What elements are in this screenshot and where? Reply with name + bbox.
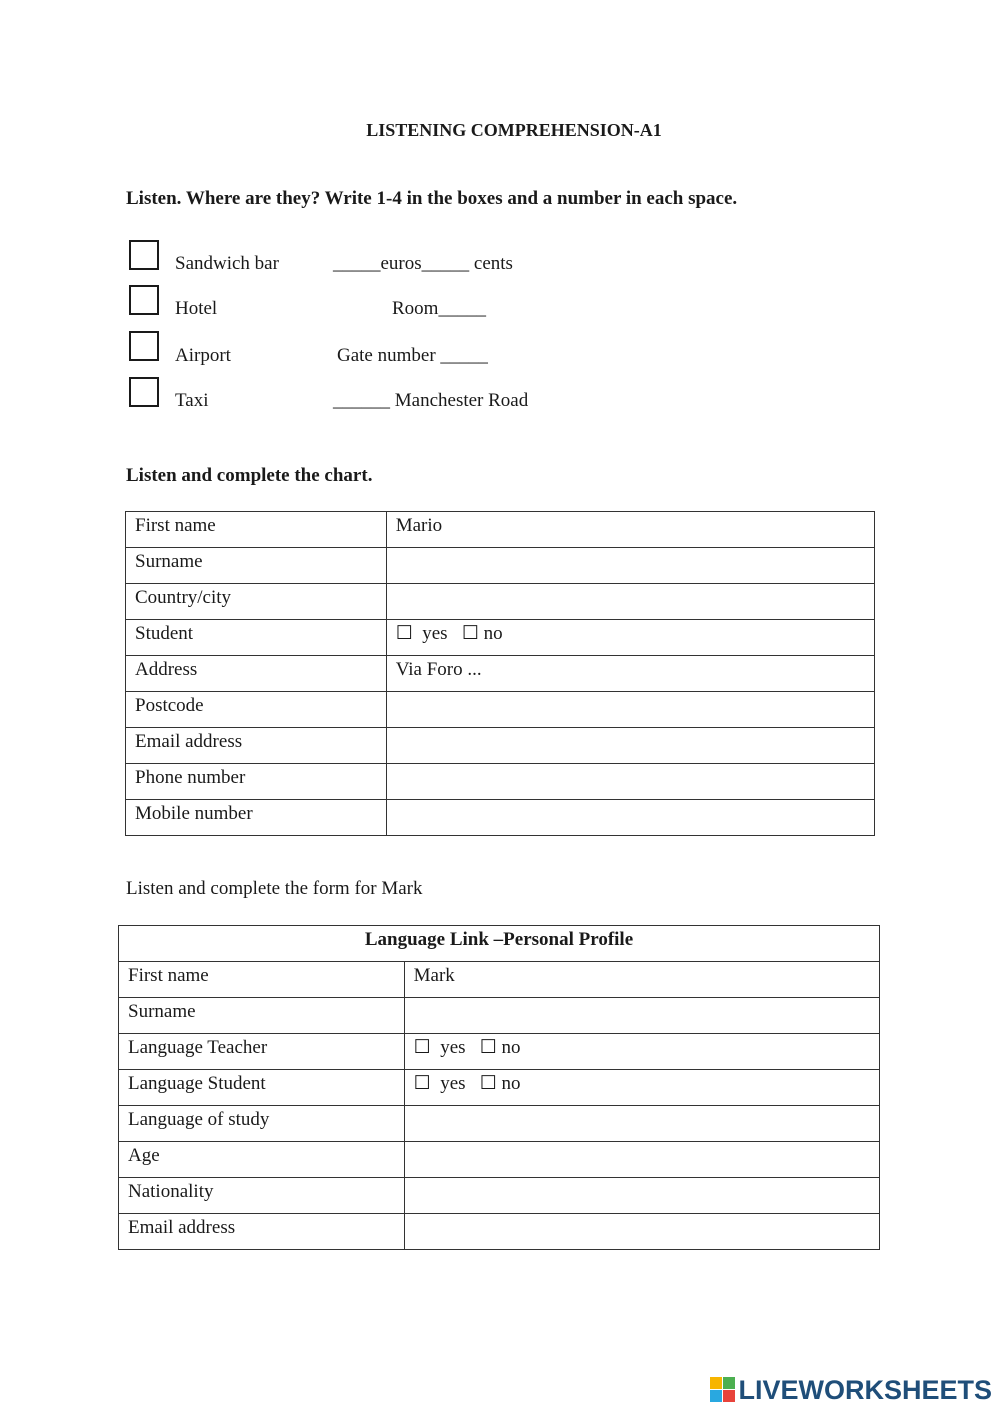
- logo-square-3: [710, 1390, 722, 1402]
- row-value[interactable]: [386, 548, 874, 584]
- row-value[interactable]: Mark: [404, 962, 879, 998]
- table-row: [126, 728, 875, 764]
- answer-box-3[interactable]: [129, 331, 159, 361]
- table-row: [126, 584, 875, 620]
- row-value[interactable]: [386, 692, 874, 728]
- row-label: Language Teacher: [119, 1034, 405, 1070]
- row-label: First name: [119, 962, 405, 998]
- table-row: [119, 1142, 880, 1178]
- logo-text: LIVEWORKSHEETS: [738, 1374, 992, 1405]
- row-value[interactable]: [386, 728, 874, 764]
- section2-instruction: Listen and complete the chart.: [126, 465, 373, 486]
- row-value[interactable]: [386, 800, 874, 836]
- blank-4[interactable]: ______ Manchester Road: [333, 390, 529, 411]
- section1-instruction: Listen. Where are they? Write 1-4 in the boxes and a number in each space.: [126, 188, 738, 209]
- answer-box-2[interactable]: [129, 285, 159, 315]
- row-label: Language of study: [119, 1106, 405, 1142]
- table-row: [126, 656, 875, 692]
- logo-squares-icon: [710, 1377, 736, 1403]
- row-label: Surname: [119, 998, 405, 1034]
- profile-table-mark: [118, 925, 880, 1250]
- table-header-row: [119, 926, 880, 962]
- row-label: Mobile number: [126, 800, 387, 836]
- row-value[interactable]: [404, 1142, 879, 1178]
- row-value[interactable]: [386, 764, 874, 800]
- row-value[interactable]: [404, 1106, 879, 1142]
- table-row: [126, 692, 875, 728]
- row-label: Nationality: [119, 1178, 405, 1214]
- place-label-4: Taxi: [175, 390, 209, 411]
- row-label: Country/city: [126, 584, 387, 620]
- row-value-checkbox[interactable]: ☐ yes ☐ no: [404, 1070, 879, 1106]
- row-label: Student: [126, 620, 387, 656]
- answer-box-1[interactable]: [129, 240, 159, 270]
- row-value[interactable]: [404, 1214, 879, 1250]
- row-label: Language Student: [119, 1070, 405, 1106]
- logo-square-2: [723, 1377, 735, 1389]
- place-label-3: Airport: [175, 345, 231, 366]
- page-title: LISTENING COMPREHENSION-A1: [366, 120, 662, 140]
- row-label: Surname: [126, 548, 387, 584]
- logo-square-4: [723, 1390, 735, 1402]
- blank-2[interactable]: Room_____: [392, 298, 486, 319]
- table-row: [126, 512, 875, 548]
- place-label-1: Sandwich bar: [175, 253, 279, 274]
- row-value-checkbox[interactable]: ☐ yes ☐ no: [386, 620, 874, 656]
- row-value[interactable]: Mario: [386, 512, 874, 548]
- row-value[interactable]: [404, 1178, 879, 1214]
- row-value[interactable]: Via Foro ...: [386, 656, 874, 692]
- row-label: First name: [126, 512, 387, 548]
- row-label: Email address: [126, 728, 387, 764]
- row-label: Phone number: [126, 764, 387, 800]
- table-row: [119, 998, 880, 1034]
- table-row: [126, 548, 875, 584]
- table-row: [119, 1034, 880, 1070]
- row-label: Postcode: [126, 692, 387, 728]
- table-row: [126, 764, 875, 800]
- blank-1[interactable]: _____euros_____ cents: [333, 253, 513, 274]
- row-label: Age: [119, 1142, 405, 1178]
- row-value-checkbox[interactable]: ☐ yes ☐ no: [404, 1034, 879, 1070]
- row-label: Address: [126, 656, 387, 692]
- table-row: [126, 620, 875, 656]
- row-value[interactable]: [404, 998, 879, 1034]
- table-row: [126, 800, 875, 836]
- table-row: [119, 1106, 880, 1142]
- table-row: [119, 1178, 880, 1214]
- answer-box-4[interactable]: [129, 377, 159, 407]
- row-label: Email address: [119, 1214, 405, 1250]
- section3-instruction: Listen and complete the form for Mark: [126, 878, 423, 899]
- place-label-2: Hotel: [175, 298, 218, 319]
- table-row: [119, 962, 880, 998]
- logo-square-1: [710, 1377, 722, 1389]
- row-value[interactable]: [386, 584, 874, 620]
- blank-3[interactable]: Gate number _____: [337, 345, 488, 366]
- profile-header: Language Link –Personal Profile: [119, 926, 880, 962]
- chart-table-mario: [125, 511, 875, 836]
- table-row: [119, 1214, 880, 1250]
- table-row: [119, 1070, 880, 1106]
- liveworksheets-logo[interactable]: [710, 1375, 992, 1405]
